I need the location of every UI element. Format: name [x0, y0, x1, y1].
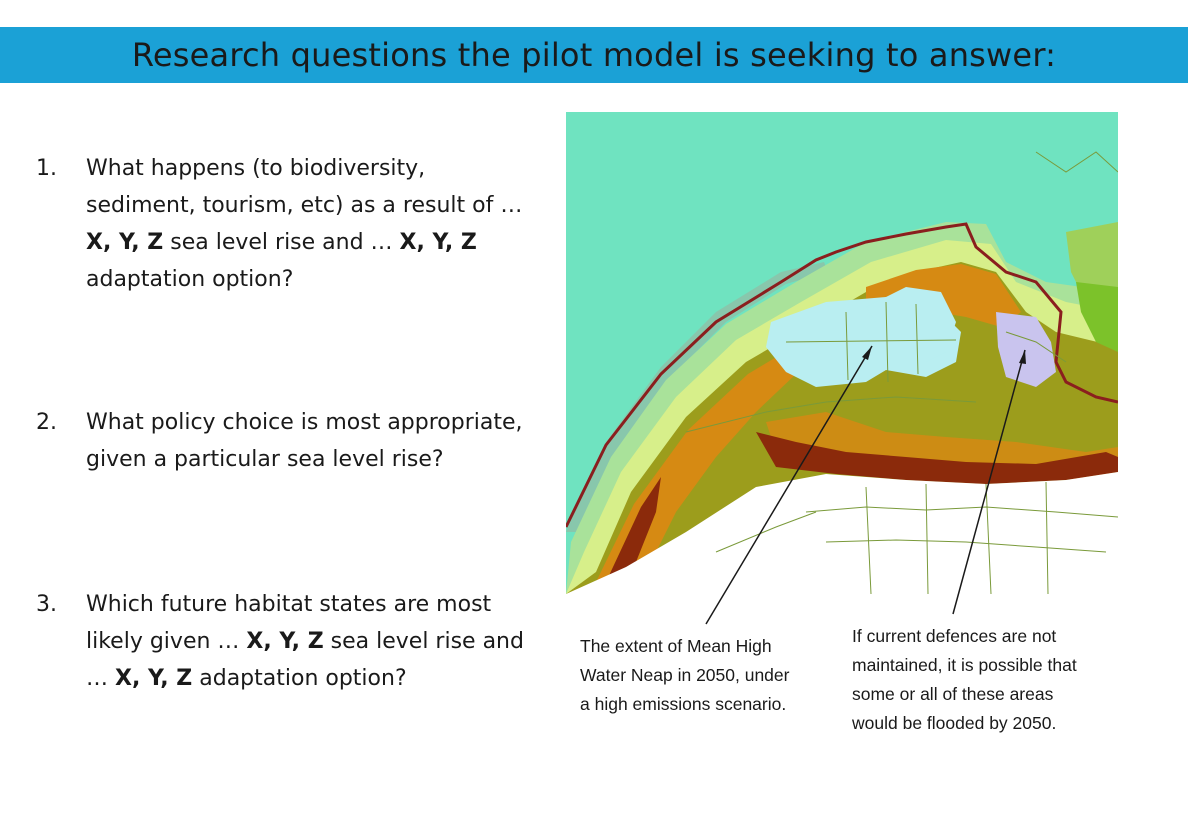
question-text	[86, 404, 536, 478]
question-text-part: What happens (to biodiversity, sediment, tourism, etc) as a result of …	[86, 156, 523, 218]
flood-map-graphic	[566, 112, 1118, 594]
question-text	[86, 586, 536, 697]
question-text-part: What policy choice is most appropriate, given a particular sea level rise?	[86, 410, 523, 472]
flood-map	[566, 112, 1118, 594]
variable-emphasis: X, Y, Z	[246, 629, 324, 654]
question-text	[86, 150, 536, 298]
variable-emphasis: X, Y, Z	[115, 666, 193, 691]
question-3	[36, 586, 536, 697]
variable-emphasis: X, Y, Z	[86, 230, 164, 255]
question-text-part: adaptation option?	[86, 267, 294, 292]
question-number: 3.	[36, 592, 57, 617]
question-1	[36, 150, 536, 298]
question-text-part: sea level rise and …	[163, 230, 400, 255]
question-number: 2.	[36, 410, 57, 435]
question-text-part: adaptation option?	[192, 666, 407, 691]
caption-mhwn: The extent of Mean High Water Neap in 2050, under a high emissions scenario.	[580, 636, 790, 714]
question-text-part: sea level rise and …	[86, 629, 524, 691]
caption-defences: If current defences are not maintained, it is possible that some or all of these areas would be flooded by 2050.	[852, 626, 1077, 733]
slide-title: Research questions the pilot model is seeking to answer:	[131, 36, 1057, 74]
question-2	[36, 404, 536, 478]
question-text-part: Which future habitat states are most likely given …	[86, 592, 492, 654]
variable-emphasis: X, Y, Z	[399, 230, 477, 255]
title-bar	[0, 27, 1188, 83]
question-number: 1.	[36, 156, 57, 181]
